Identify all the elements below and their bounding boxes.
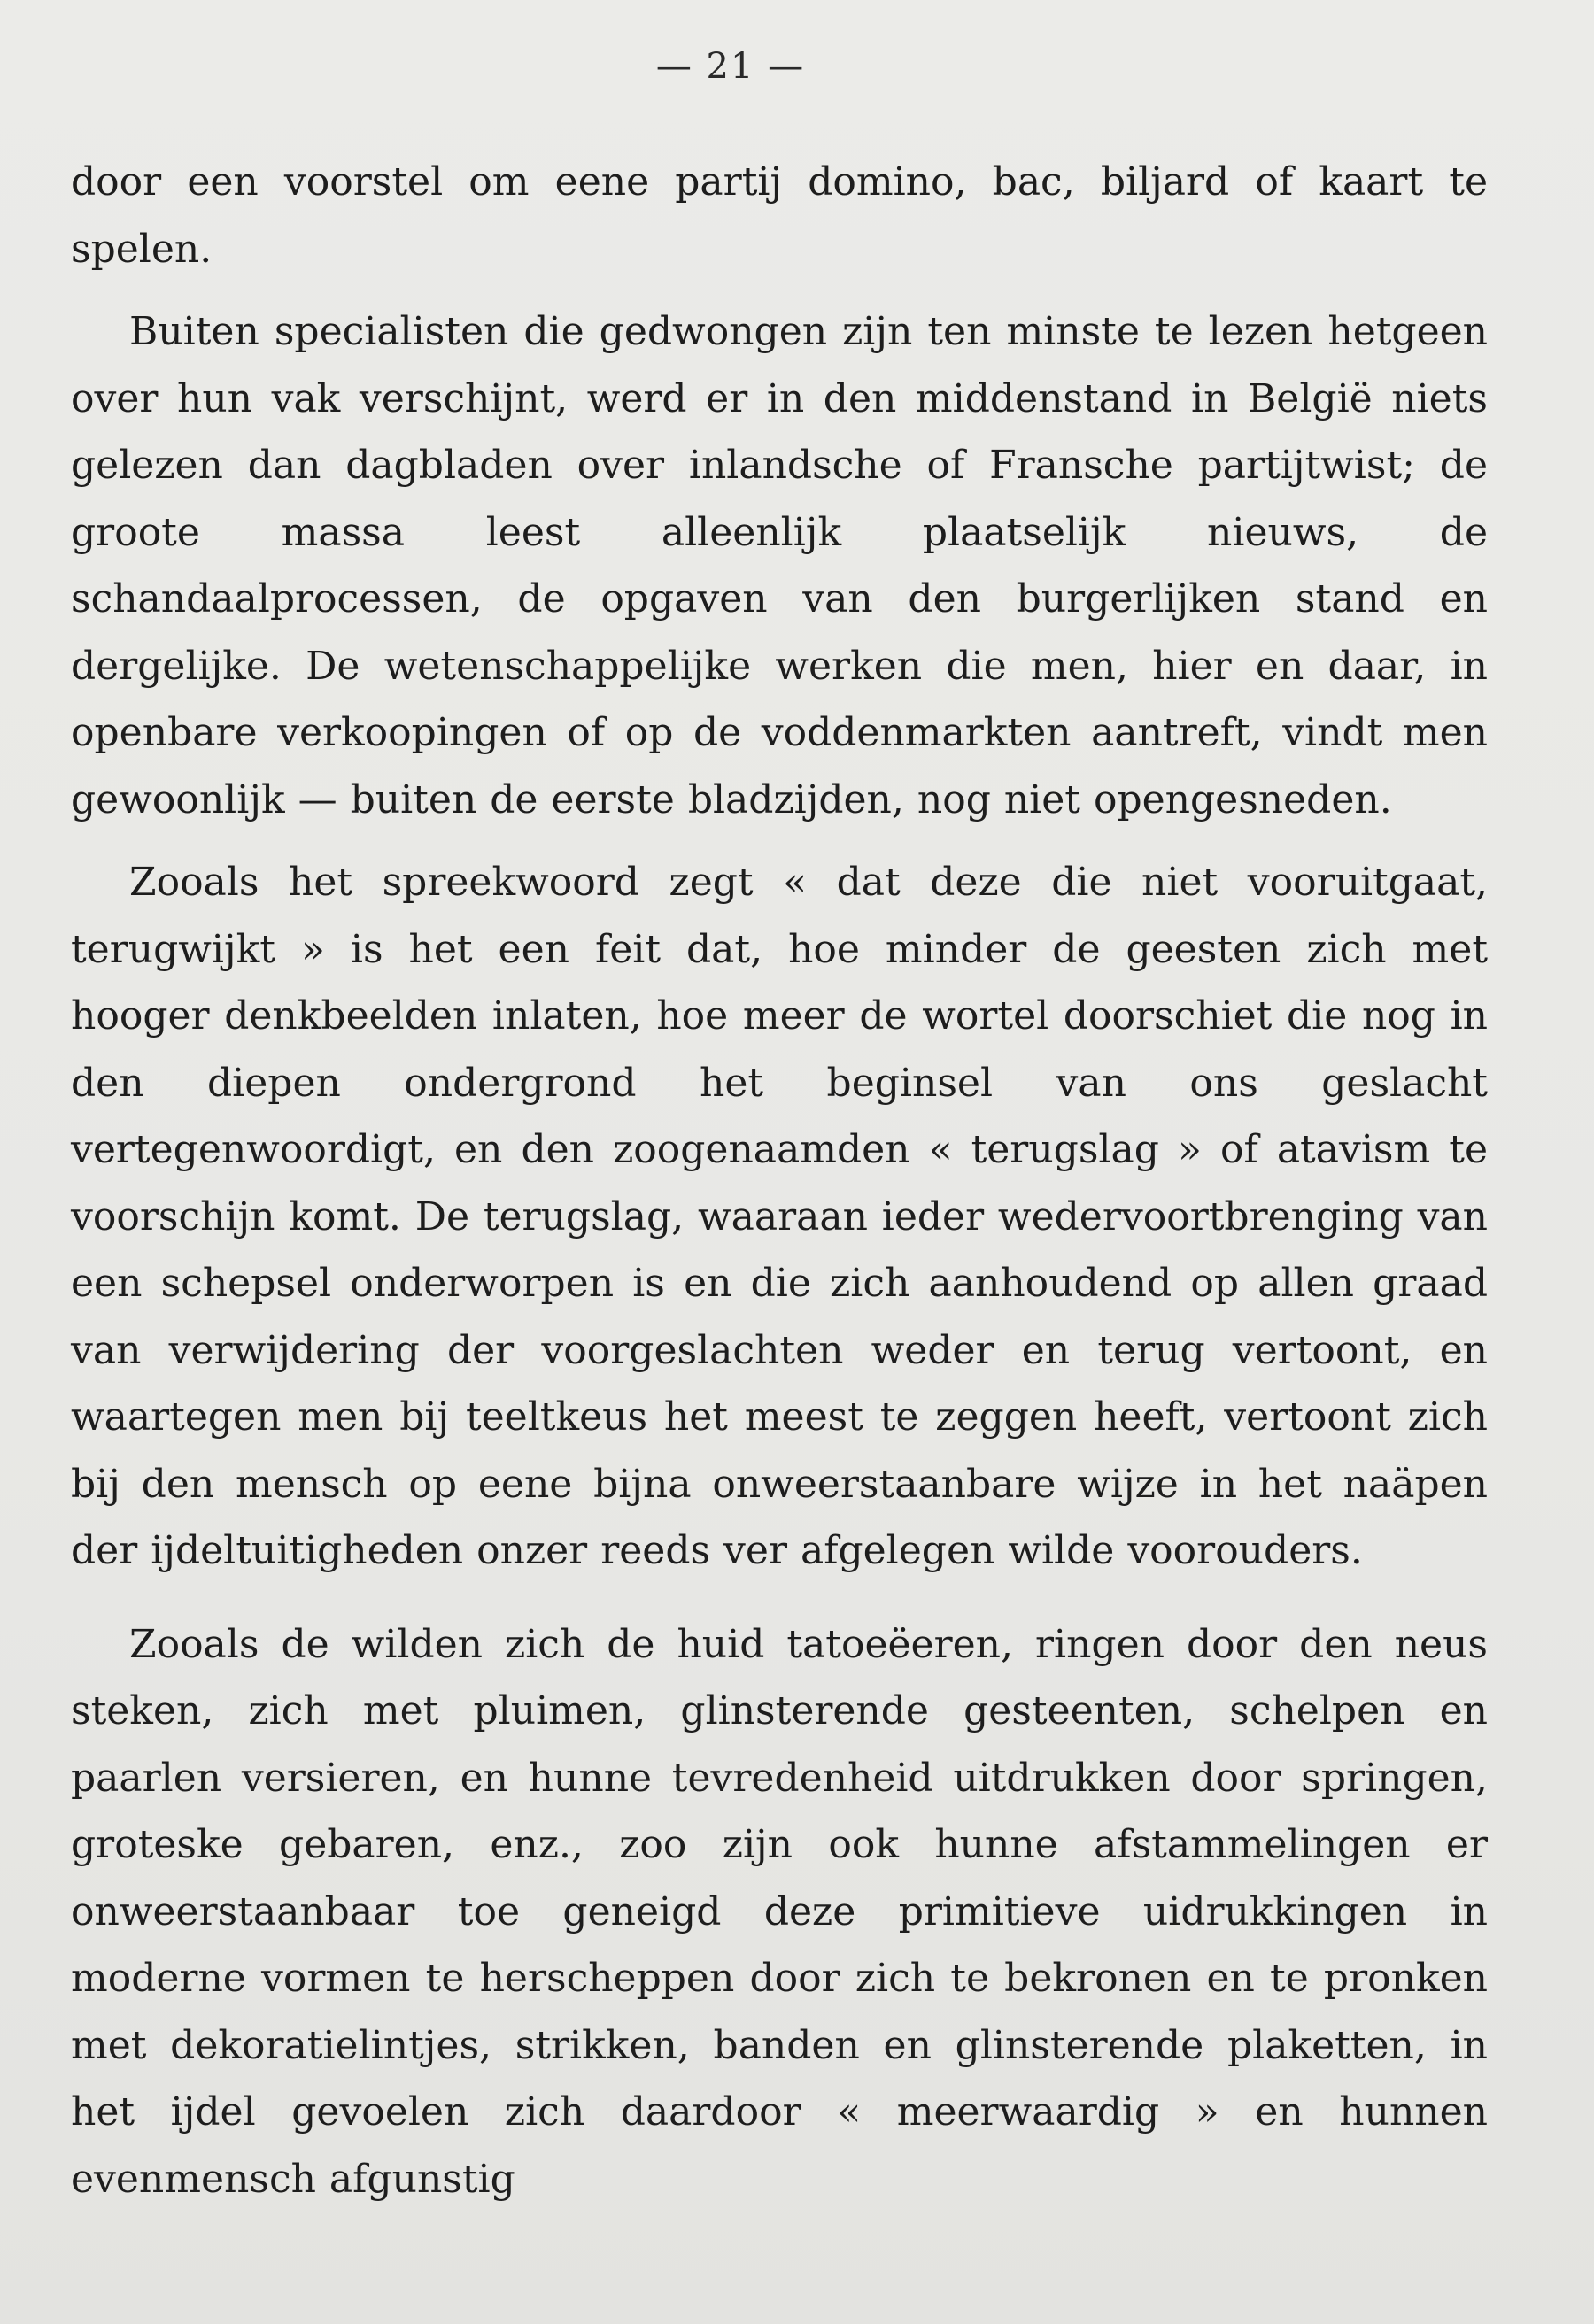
body-text (71, 149, 1488, 2212)
paragraph-ornaments: Zooals de wilden zich de huid tatoeëeren, ringen door den neus steken, zich met pluimen, glinsterende gesteenten, schelpen en paarlen versieren, en hunne tevredenheid uitdrukken door springen, groteske gebaren, enz., zoo zijn ook hunne afstammelingen er onweerstaanbaar toe geneigd deze primitieve uidrukkingen in moderne vormen te herscheppen door zich te bekronen en te pronken met dekoratielintjes, strikken, banden en glinsterende plaketten, in het ijdel gevoelen zich daardoor « meerwaardig » en hunnen evenmensch afgunstig (71, 1621, 1488, 2202)
paragraph-continuation: door een voorstel om eene partij domino, bac, biljard of kaart te spelen. (71, 159, 1488, 272)
page-number: — 21 — (655, 46, 806, 87)
paragraph-reading-habits: Buiten specialisten die gedwongen zijn ten minste te lezen hetgeen over hun vak verschijnt, werd er in den middenstand in België niets gelezen dan dagbladen over inlandsche of Fransche partijtwist; de groote massa leest alleenlijk plaatselijk nieuws, de schandaalprocessen, de opgaven van den burgerlijken stand en dergelijke. De wetenschappelijke werken die men, hier en daar, in openbare verkoopingen of op de voddenmarkten aantreft, vindt men gewoonlijk — buiten de eerste bladzijden, nog niet opengesneden. (71, 309, 1488, 822)
paragraph-atavism: Zooals het spreekwoord zegt « dat deze die niet vooruitgaat, terugwijkt » is het een feit dat, hoe minder de geesten zich met hooger denkbeelden inlaten, hoe meer de wortel doorschiet die nog in den diepen ondergrond het beginsel van ons geslacht vertegenwoordigt, en den zoogenaamden « terugslag » of atavism te voorschijn komt. De terugslag, waaraan ieder wedervoortbrenging van een schepsel onderworpen is en die zich aanhoudend op allen graad van verwijdering der voorgeslachten weder en terug vertoont, en waartegen men bij teeltkeus het meest te zeggen heeft, vertoont zich bij den mensch op eene bijna onweerstaanbare wijze in het naäpen der ijdeltuitigheden onzer reeds ver afgelegen wilde voorouders. (71, 860, 1488, 1573)
